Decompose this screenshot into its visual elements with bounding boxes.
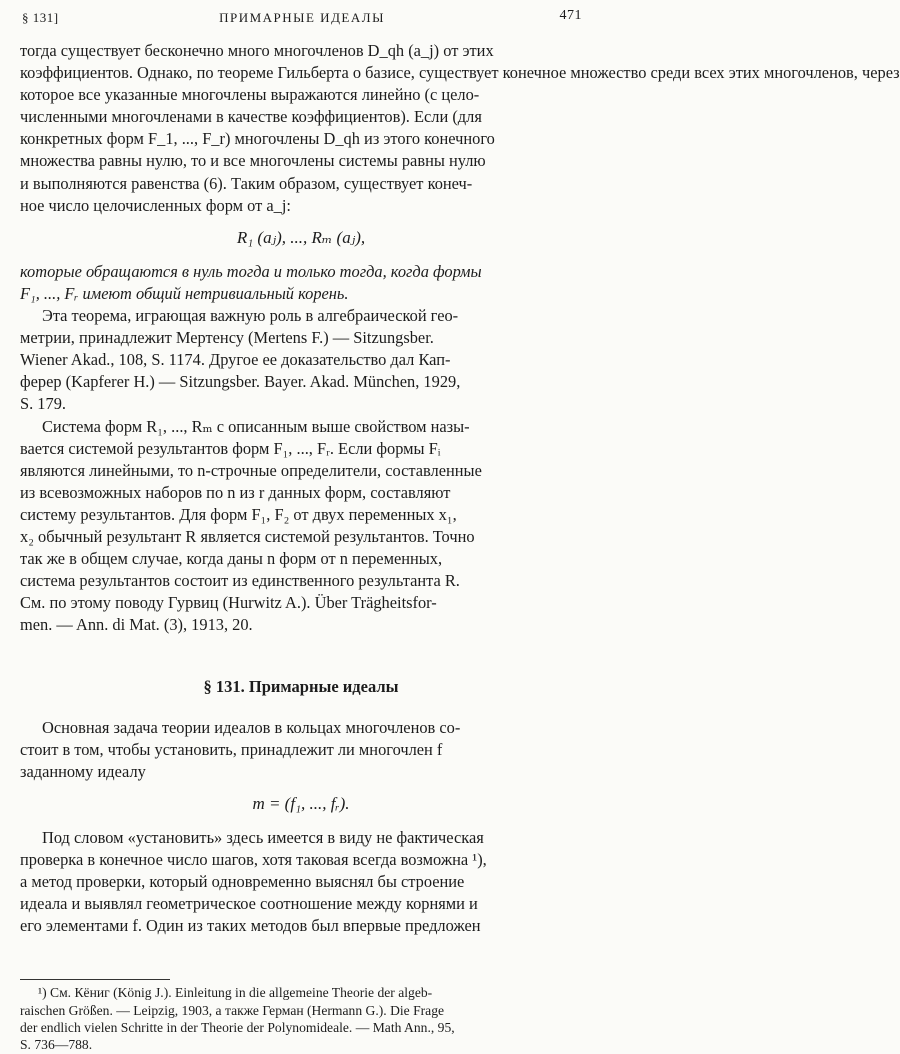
text-line: S. 179. <box>20 394 66 414</box>
text-line: которое все указанные многочлены выражаются линейно (с цело- <box>20 85 480 105</box>
text-line: Основная задача теории идеалов в кольцах многочленов со- <box>42 717 461 737</box>
text-line: система результантов состоит из единственного результанта R. <box>20 571 460 591</box>
text-line: Эта теорема, играющая важную роль в алгебраической гео- <box>42 306 459 326</box>
text-line: raischen Größen. — Leipzig, 1903, а также Герман (Hermann G.). Die Frage <box>20 1002 445 1018</box>
text-line: der endlich vielen Schritte in der Theorie der Polynomideale. — Math Ann., 95, <box>20 1019 455 1035</box>
text-line: ¹) См. Кёниг (König J.). Einleitung in die allgemeine Theorie der algeb- <box>38 985 433 1001</box>
text-line: вается системой результантов форм F₁, ..., Fᵣ. Если формы Fᵢ <box>20 438 441 458</box>
text-line: конкретных форм F_1, ..., F_r) многочлены D_qh из этого конечного <box>20 129 495 149</box>
paragraph-1 <box>20 40 900 217</box>
paragraph-6 <box>20 827 582 937</box>
text-line: так же в общем случае, когда даны n форм от n переменных, <box>20 549 443 569</box>
formula-resultants: R₁ (aⱼ), ..., Rₘ (aⱼ), <box>236 227 366 247</box>
section-heading: § 131. Примарные идеалы <box>203 677 399 697</box>
text-line: тогда существует бесконечно много многочленов D_qh (a_j) от этих <box>20 41 494 60</box>
paragraph-4 <box>20 416 582 637</box>
text-line: стоит в том, чтобы установить, принадлежит ли многочлен f <box>20 739 443 759</box>
paragraph-5 <box>20 717 582 783</box>
text-line: которые обращаются в нуль тогда и только тогда, когда формы <box>20 261 482 281</box>
text-line: x₂ обычный результант R является системой результантов. Точно <box>20 526 475 546</box>
footnote <box>20 984 582 1053</box>
text-line: из всевозможных наборов по n из r данных форм, составляют <box>20 482 451 502</box>
running-header <box>22 8 582 30</box>
text-line: F₁, ..., Fᵣ имеют общий нетривиальный корень. <box>20 283 349 303</box>
text-line: Wiener Akad., 108, S. 1174. Другое ее доказательство дал Кап- <box>20 350 451 370</box>
header-section: § 131] <box>22 10 59 25</box>
text-line: ферер (Kapferer H.) — Sitzungsber. Bayer. Akad. München, 1929, <box>20 372 461 392</box>
text-line: являются линейными, то n-строчные определители, составленные <box>20 460 482 480</box>
paragraph-3 <box>20 305 582 415</box>
text-line: а метод проверки, который одновременно выяснял бы строение <box>20 872 465 892</box>
page-number: 471 <box>559 8 582 23</box>
text-line: метрии, принадлежит Мертенсу (Mertens F.) — Sitzungsber. <box>20 328 434 348</box>
page-body <box>20 40 900 1054</box>
text-line: Система форм R₁, ..., Rₘ с описанным выше свойством назы- <box>42 416 470 436</box>
text-line: проверка в конечное число шагов, хотя таковая всегда возможна ¹), <box>20 850 487 869</box>
text-line: men. — Ann. di Mat. (3), 1913, 20. <box>20 615 253 635</box>
formula-ideal: m = (f₁, ..., fᵣ). <box>252 793 350 813</box>
footnote-rule <box>20 979 170 980</box>
text-line: коэффициентов. Однако, по теореме Гильберта о базисе, существует конечное множество среди всех этих многочленов, через <box>20 63 900 83</box>
text-line: систему результантов. Для форм F₁, F₂ от двух переменных x₁, <box>20 504 457 524</box>
text-line: См. по этому поводу Гурвиц (Hurwitz A.). Über Trägheitsfor- <box>20 593 437 613</box>
text-line: заданному идеалу <box>20 761 146 781</box>
text-line: S. 736—788. <box>20 1037 93 1053</box>
header-title: ПРИМАРНЫЕ ИДЕАЛЫ <box>219 10 385 25</box>
text-line: Под словом «установить» здесь имеется в виду не фактическая <box>42 827 484 847</box>
text-line: его элементами f. Один из таких методов был впервые предложен <box>20 916 481 936</box>
text-line: идеала и выявлял геометрическое соотношение между корнями и <box>20 894 478 914</box>
text-line: множества равны нулю, то и все многочлены системы равны нулю <box>20 151 486 171</box>
text-line: и выполняются равенства (6). Таким образом, существует конеч- <box>20 173 473 193</box>
paragraph-2 <box>20 261 582 305</box>
text-line: ное число целочисленных форм от a_j: <box>20 195 291 215</box>
text-line: численными многочленами в качестве коэффициентов). Если (для <box>20 107 482 127</box>
